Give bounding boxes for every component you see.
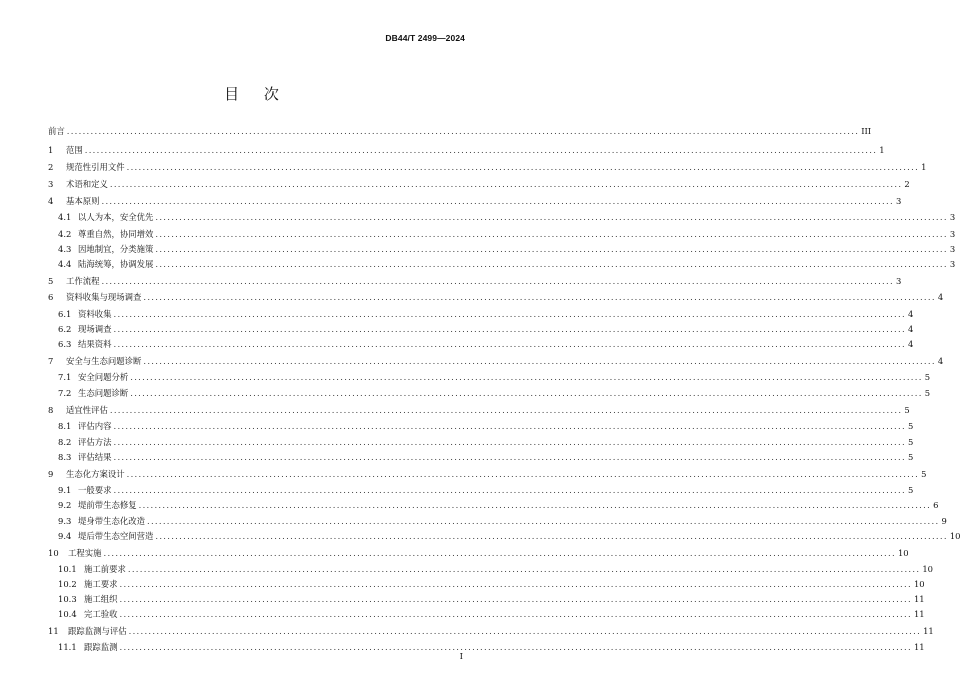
toc-entry[interactable]	[48, 372, 931, 382]
toc-entry-number: 10.3	[58, 594, 77, 604]
toc-entry[interactable]	[48, 259, 956, 269]
toc-entry-page: 2	[904, 179, 910, 189]
dot-leader: ........................................................................................................................................................................................................	[103, 548, 896, 558]
dot-leader: ........................................................................................................................................................................................................	[101, 196, 894, 206]
toc-entry[interactable]	[48, 564, 933, 574]
dot-leader: ........................................................................................................................................................................................................	[155, 212, 948, 222]
dot-leader: ........................................................................................................................................................................................................	[113, 339, 906, 349]
toc-entry-number: 7	[48, 356, 54, 366]
toc-entry-number: 8.2	[58, 437, 72, 447]
toc-entry-title: 以人为本，安全优先	[78, 212, 154, 222]
toc-entry-title: 范围	[66, 145, 83, 155]
toc-entry[interactable]	[48, 145, 885, 155]
toc-entry-title: 一般要求	[78, 485, 112, 495]
dot-leader: ........................................................................................................................................................................................................	[143, 292, 936, 302]
dot-leader: ........................................................................................................................................................................................................	[84, 145, 878, 155]
toc-entry-title: 术语和定义	[66, 179, 108, 189]
toc-entry-page: 5	[904, 405, 910, 415]
toc-entry-title: 因地制宜，分类施策	[78, 244, 154, 254]
toc-entry-title: 评估结果	[78, 452, 112, 462]
toc-entry-number: 2	[48, 162, 54, 172]
toc-entry[interactable]	[48, 162, 927, 172]
toc-entry[interactable]	[48, 126, 872, 136]
toc-entry-page: 4	[937, 356, 944, 366]
toc-entry-number: 10.1	[58, 564, 77, 574]
toc-entry-page: 10	[897, 548, 909, 558]
toc-entry-page: 5	[907, 452, 914, 462]
toc-entry-number: 1	[48, 145, 54, 155]
toc-entry[interactable]	[48, 485, 914, 495]
toc-entry-page: 5	[907, 421, 914, 431]
dot-leader: ........................................................................................................................................................................................................	[109, 179, 903, 189]
toc-entry-title: 评估方法	[78, 437, 112, 447]
dot-leader: ........................................................................................................................................................................................................	[119, 594, 912, 604]
toc-entry[interactable]	[48, 421, 914, 431]
toc-entry-title: 生态问题诊断	[78, 388, 129, 398]
toc-entry[interactable]	[48, 579, 925, 589]
toc-entry-page: 3	[895, 196, 902, 206]
dot-leader: ........................................................................................................................................................................................................	[143, 356, 936, 366]
toc-entry-title: 现场调查	[78, 324, 112, 334]
toc-entry-page: 3	[949, 244, 956, 254]
page-number: I	[459, 652, 463, 662]
toc-entry-number: 9	[48, 469, 54, 479]
toc-entry[interactable]	[48, 405, 910, 415]
document-code: DB44/T 2499—2024	[385, 33, 465, 43]
toc-entry[interactable]	[48, 212, 956, 222]
toc-entry-title: 跟踪监测	[84, 642, 118, 652]
page-title: 目 次	[224, 85, 289, 103]
toc-entry-number: 3	[48, 179, 54, 189]
toc-entry-title: 堤身带生态化改造	[78, 516, 145, 526]
toc-entry[interactable]	[48, 437, 914, 447]
toc-entry-page: 4	[907, 324, 914, 334]
toc-entry-page: 3	[949, 229, 956, 239]
toc-entry-page: 11	[913, 594, 925, 604]
toc-entry[interactable]	[48, 500, 939, 510]
toc-entry-title: 资料收集与现场调查	[66, 292, 142, 302]
dot-leader: ........................................................................................................................................................................................................	[147, 516, 940, 526]
toc-entry[interactable]	[48, 609, 925, 619]
toc-entry-title: 工程实施	[68, 548, 102, 558]
toc-entry-page: 10	[913, 579, 925, 589]
dot-leader: ........................................................................................................................................................................................................	[126, 469, 920, 479]
toc-entry-title: 堤前带生态修复	[78, 500, 137, 510]
toc-entry[interactable]	[48, 388, 931, 398]
dot-leader: ........................................................................................................................................................................................................	[155, 244, 948, 254]
toc-entry-title: 基本原则	[66, 196, 100, 206]
toc-entry-number: 11.1	[58, 642, 77, 652]
toc-entry-title: 适宜性评估	[66, 405, 108, 415]
toc-entry-number: 4.3	[58, 244, 72, 254]
dot-leader: ........................................................................................................................................................................................................	[128, 626, 922, 636]
dot-leader: ........................................................................................................................................................................................................	[113, 309, 906, 319]
dot-leader: ........................................................................................................................................................................................................	[113, 437, 906, 447]
toc-entry-number: 10	[48, 548, 59, 558]
dot-leader: ........................................................................................................................................................................................................	[109, 405, 903, 415]
toc-entry[interactable]	[48, 626, 934, 636]
toc-entry-title: 施工要求	[84, 579, 118, 589]
toc-entry-page: 10	[949, 531, 960, 541]
toc-entry-number: 4.4	[58, 259, 72, 269]
toc-entry-number: 8.3	[58, 452, 72, 462]
toc-entry-page: 3	[949, 259, 956, 269]
toc-entry-title: 施工前要求	[84, 564, 126, 574]
toc-entry-title: 安全问题分析	[78, 372, 129, 382]
dot-leader: ........................................................................................................................................................................................................	[113, 452, 906, 462]
dot-leader: ........................................................................................................................................................................................................	[127, 564, 921, 574]
toc-entry-number: 4.2	[58, 229, 72, 239]
toc-entry-title: 前言	[48, 126, 65, 136]
toc-entry-number: 10.2	[58, 579, 77, 589]
toc-entry[interactable]	[48, 229, 956, 239]
toc-entry-page: 9	[941, 516, 947, 526]
toc-entry-number: 8.1	[58, 421, 72, 431]
dot-leader: ........................................................................................................................................................................................................	[101, 276, 894, 286]
toc-entry-number: 6	[48, 292, 54, 302]
dot-leader: ........................................................................................................................................................................................................	[66, 126, 860, 136]
toc-entry-number: 9.2	[58, 500, 72, 510]
dot-leader: ........................................................................................................................................................................................................	[138, 500, 932, 510]
toc-entry-number: 7.2	[58, 388, 72, 398]
toc-entry-page: 1	[921, 162, 927, 172]
toc-entry[interactable]	[48, 356, 944, 366]
dot-leader: ........................................................................................................................................................................................................	[130, 372, 923, 382]
toc-entry-title: 结果资料	[78, 339, 112, 349]
toc-entry-page: 11	[913, 609, 925, 619]
toc-entry-title: 安全与生态问题诊断	[66, 356, 142, 366]
toc-entry-page: 11	[923, 626, 934, 636]
toc-entry-number: 9.4	[58, 531, 72, 541]
toc-entry-number: 6.2	[58, 324, 72, 334]
toc-entry-title: 跟踪监测与评估	[68, 626, 127, 636]
toc-entry-page: 3	[895, 276, 902, 286]
dot-leader: ........................................................................................................................................................................................................	[155, 229, 948, 239]
toc-entry-page: 1	[879, 145, 885, 155]
toc-entry-page: 5	[907, 485, 914, 495]
dot-leader: ........................................................................................................................................................................................................	[113, 421, 906, 431]
toc-entry[interactable]	[48, 339, 914, 349]
toc-entry[interactable]	[48, 292, 944, 302]
dot-leader: ........................................................................................................................................................................................................	[155, 531, 948, 541]
toc-entry-page: 6	[933, 500, 939, 510]
toc-entry-number: 9.3	[58, 516, 72, 526]
toc-entry[interactable]	[48, 196, 902, 206]
toc-entry[interactable]	[48, 452, 914, 462]
toc-entry-number: 9.1	[58, 485, 72, 495]
toc-entry-title: 堤后带生态空间营造	[78, 531, 154, 541]
dot-leader: ........................................................................................................................................................................................................	[126, 162, 920, 172]
toc-entry-page: 5	[921, 469, 927, 479]
dot-leader: ........................................................................................................................................................................................................	[119, 609, 912, 619]
toc-entry-title: 尊重自然，协同增效	[78, 229, 154, 239]
toc-entry[interactable]	[48, 516, 947, 526]
toc-entry[interactable]	[48, 594, 925, 604]
toc-entry-title: 陆海统筹，协调发展	[78, 259, 154, 269]
toc-entry-page: 4	[907, 339, 914, 349]
toc-entry-number: 5	[48, 276, 54, 286]
toc-entry[interactable]	[48, 469, 927, 479]
toc-entry-number: 4.1	[58, 212, 72, 222]
toc-entry-number: 7.1	[58, 372, 72, 382]
toc-entry-page: 5	[907, 437, 914, 447]
toc-entry-page: III	[861, 126, 872, 136]
toc-entry[interactable]	[48, 324, 914, 334]
toc-entry-title: 生态化方案设计	[66, 469, 125, 479]
toc-entry[interactable]	[48, 276, 902, 286]
toc-entry-number: 4	[48, 196, 54, 206]
dot-leader: ........................................................................................................................................................................................................	[119, 642, 912, 652]
toc-entry-number: 6.3	[58, 339, 72, 349]
dot-leader: ........................................................................................................................................................................................................	[130, 388, 923, 398]
toc-entry-title: 资料收集	[78, 309, 112, 319]
toc-entry[interactable]	[48, 531, 960, 541]
toc-entry-number: 6.1	[58, 309, 72, 319]
dot-leader: ........................................................................................................................................................................................................	[155, 259, 948, 269]
toc-entry-page: 4	[937, 292, 944, 302]
toc-entry-page: 3	[949, 212, 956, 222]
toc-entry-page: 5	[924, 372, 931, 382]
toc-entry[interactable]	[48, 179, 910, 189]
toc-entry-title: 施工组织	[84, 594, 118, 604]
toc-entry-page: 11	[913, 642, 925, 652]
dot-leader: ........................................................................................................................................................................................................	[113, 324, 906, 334]
toc-entry-number: 8	[48, 405, 54, 415]
dot-leader: ........................................................................................................................................................................................................	[113, 485, 906, 495]
toc-entry[interactable]	[48, 548, 909, 558]
toc-entry-page: 5	[924, 388, 931, 398]
toc-entry-title: 规范性引用文件	[66, 162, 125, 172]
toc-entry-title: 完工验收	[84, 609, 118, 619]
dot-leader: ........................................................................................................................................................................................................	[119, 579, 912, 589]
toc-entry-number: 11	[48, 626, 59, 636]
toc-entry-title: 评估内容	[78, 421, 112, 431]
toc-entry[interactable]	[48, 642, 925, 652]
toc-entry-page: 4	[907, 309, 914, 319]
toc-entry[interactable]	[48, 309, 914, 319]
toc-entry[interactable]	[48, 244, 956, 254]
toc-entry-title: 工作流程	[66, 276, 100, 286]
toc-entry-number: 10.4	[58, 609, 77, 619]
toc-entry-page: 10	[922, 564, 933, 574]
